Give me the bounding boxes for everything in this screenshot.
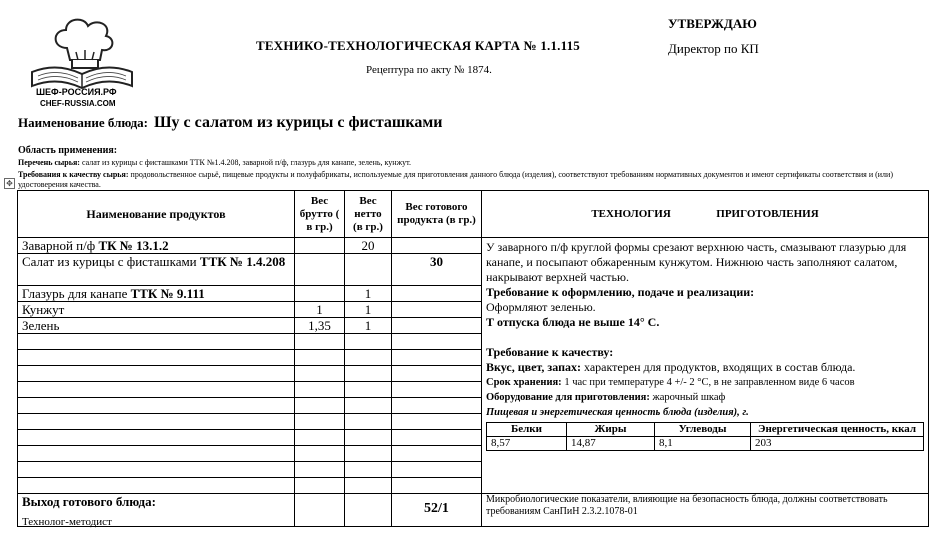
product-name: Зелень bbox=[18, 318, 295, 334]
product-gross: 1,35 bbox=[295, 318, 345, 334]
microbiology-text: Микробиологические показатели, влияющие на безопасность блюда, должны соответствовать требованиям СанПиН 2.3.2.1078-01 bbox=[482, 494, 929, 527]
dish-name-label: Наименование блюда: bbox=[18, 115, 148, 130]
logo-text-ru: ШЕФ-РОССИЯ.РФ bbox=[36, 87, 117, 97]
serving-label: Требование к оформлению, подаче и реализации: bbox=[486, 285, 755, 299]
header-technology-word1: ТЕХНОЛОГИЯ bbox=[591, 207, 671, 220]
header-finished: Вес готового продукта (в гр.) bbox=[392, 191, 482, 238]
product-net: 20 bbox=[345, 238, 392, 254]
product-finished bbox=[392, 318, 482, 334]
table-move-handle-icon[interactable]: ✥ bbox=[4, 178, 15, 189]
product-finished: 30 bbox=[392, 254, 482, 286]
nutrition-label: Пищевая и энергетическая ценность блюда (изделия), г. bbox=[486, 407, 749, 418]
raw-materials-line bbox=[18, 158, 411, 167]
raw-materials-label: Перечень сырья: bbox=[18, 158, 80, 167]
recipe-table bbox=[17, 190, 929, 527]
approve-stamp: УТВЕРЖДАЮ bbox=[668, 16, 757, 31]
header-net: Вес нетто (в гр.) bbox=[345, 191, 392, 238]
product-name: Салат из курицы с фисташками ТТК № 1.4.208 bbox=[18, 254, 295, 286]
raw-quality-label: Требования к качеству сырья: bbox=[18, 170, 129, 179]
header-products: Наименование продуктов bbox=[18, 191, 295, 238]
technology-text: У заварного п/ф круглой формы срезают верхнюю часть, смазывают глазурью для канапе, и посыпают обжаренным кунжутом. Нижнюю часть заполняют салатом, накрывают верхней частью. bbox=[486, 240, 907, 284]
product-finished bbox=[392, 302, 482, 318]
product-net: 1 bbox=[345, 302, 392, 318]
nutrition-carbs: 8,1 bbox=[655, 437, 751, 451]
raw-materials-text: салат из курицы с фисташками ТТК №1.4.208, заварной п/ф, глазурь для канапе, зелень, кунжут. bbox=[79, 158, 411, 167]
product-name: Заварной п/ф ТК № 13.1.2 bbox=[18, 238, 295, 254]
yield-label: Выход готового блюда: bbox=[18, 494, 295, 527]
header-technology-word2: ПРИГОТОВЛЕНИЯ bbox=[716, 207, 819, 220]
header-technology bbox=[482, 191, 929, 238]
product-gross bbox=[295, 286, 345, 302]
nutrition-header-row bbox=[487, 423, 924, 437]
technology-cell bbox=[482, 238, 929, 494]
yield-value: 52/1 bbox=[392, 494, 482, 527]
product-name: Кунжут bbox=[18, 302, 295, 318]
equipment-line: Оборудование для приготовления: жарочный шкаф bbox=[486, 392, 726, 403]
nutrition-energy: 203 bbox=[751, 437, 924, 451]
product-name: Глазурь для канапе ТТК № 9.111 bbox=[18, 286, 295, 302]
product-finished bbox=[392, 238, 482, 254]
nutrition-header-energy: Энергетическая ценность, ккал bbox=[751, 423, 924, 437]
yield-row bbox=[18, 494, 929, 527]
product-gross: 1 bbox=[295, 302, 345, 318]
dish-name: Шу с салатом из курицы с фисташками bbox=[153, 114, 443, 131]
product-net: 1 bbox=[345, 286, 392, 302]
product-net bbox=[345, 254, 392, 286]
director-title: Директор по КП bbox=[668, 41, 759, 56]
chef-russia-logo bbox=[22, 12, 142, 112]
nutrition-fats: 14,87 bbox=[567, 437, 655, 451]
nutrition-header-proteins: Белки bbox=[487, 423, 567, 437]
logo-text-en: CHEF-RUSSIA.COM bbox=[40, 99, 116, 108]
product-gross bbox=[295, 254, 345, 286]
table-row bbox=[18, 238, 929, 254]
quality-label: Требование к качеству: bbox=[486, 345, 614, 359]
product-finished bbox=[392, 286, 482, 302]
product-net: 1 bbox=[345, 318, 392, 334]
nutrition-proteins: 8,57 bbox=[487, 437, 567, 451]
technologist-signature-label: Технолог-методист bbox=[22, 516, 112, 528]
nutrition-header-carbs: Углеводы bbox=[655, 423, 751, 437]
nutrition-header-fats: Жиры bbox=[567, 423, 655, 437]
temperature-text: Т отпуска блюда не выше 14° С. bbox=[486, 315, 660, 329]
nutrition-values-row bbox=[487, 437, 924, 451]
table-header-row bbox=[18, 191, 929, 238]
recipe-note: Рецептура по акту № 1874. bbox=[366, 64, 492, 76]
product-gross bbox=[295, 238, 345, 254]
chef-hat-book-icon bbox=[22, 12, 142, 92]
serving-text: Оформляют зеленью. bbox=[486, 300, 596, 314]
storage-line: Срок хранения: 1 час при температуре 4 +/- 2 °С, в не заправленном виде 6 часов bbox=[486, 377, 855, 388]
header-gross: Вес брутто ( в гр.) bbox=[295, 191, 345, 238]
taste-line: Вкус, цвет, запах: характерен для продуктов, входящих в состав блюда. bbox=[486, 360, 856, 374]
nutrition-table bbox=[486, 422, 924, 451]
raw-quality-text: продовольственное сырьё, пищевые продукты и полуфабрикаты, используемые для приготовления данного блюда (изделия), соответствуют требованиям нормативных документов и имеют сертификаты соответствия и (или) удостоверения качества. bbox=[18, 170, 893, 189]
raw-quality-line bbox=[18, 170, 898, 190]
scope-label: Область применения: bbox=[18, 145, 118, 156]
document-title: ТЕХНИКО-ТЕХНОЛОГИЧЕСКАЯ КАРТА № 1.1.115 bbox=[256, 38, 581, 53]
dish-name-line bbox=[18, 114, 443, 132]
